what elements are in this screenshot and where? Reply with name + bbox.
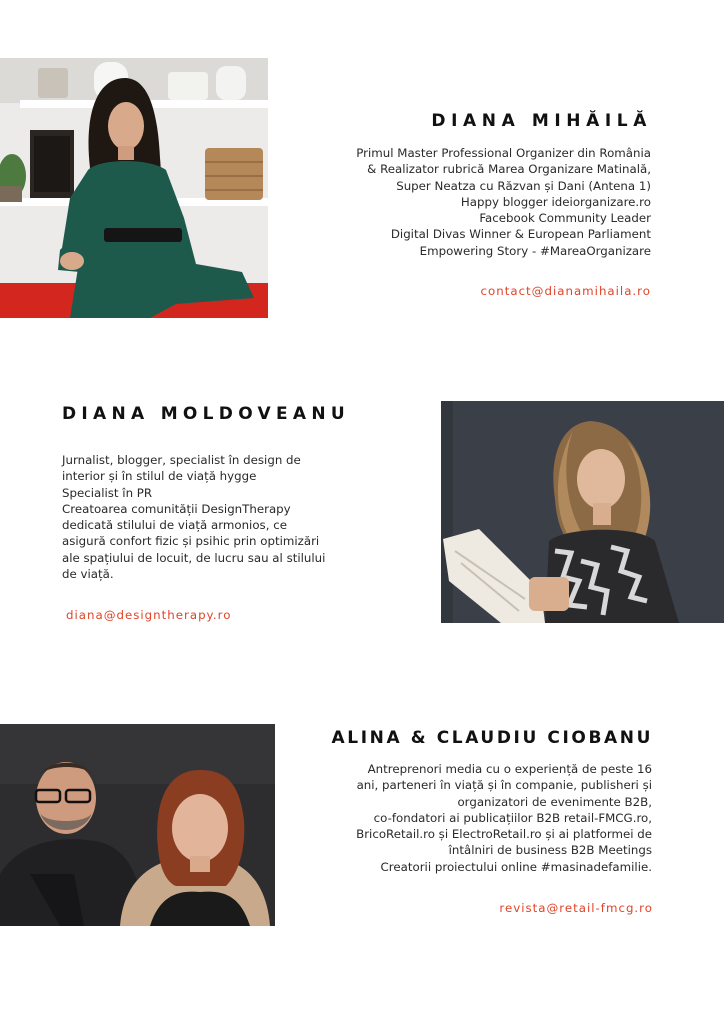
portrait-photo-diana-mihaila [0, 58, 268, 318]
profile-bio-alina-claudiu-ciobanu [300, 761, 652, 875]
bio-line: & Realizator rubrică Marea Organizare Matinală, [367, 162, 651, 177]
email-link-diana-mihaila[interactable]: contact@dianamihaila.ro [480, 284, 651, 298]
bio-line: Digital Divas Winner & European Parliament [390, 227, 651, 242]
bio-line: Creatoarea comunității DesignTherapy [62, 501, 291, 516]
profile-name-diana-mihaila: DIANA MIHĂILĂ [431, 111, 652, 131]
bio-line: Super Neatza cu Răzvan și Dani (Antena 1) [396, 178, 651, 193]
bio-line: BricoRetail.ro și ElectroRetail.ro și ai platformei de [356, 827, 652, 842]
profile-name-alina-claudiu-ciobanu: ALINA & CLAUDIU CIOBANU [331, 728, 653, 748]
bio-line: Facebook Community Leader [479, 211, 651, 226]
bio-line: Antreprenori media cu o experiență de peste 16 [367, 762, 652, 776]
bio-line: întâlniri de business B2B Meetings [448, 843, 652, 858]
profile-bio-diana-moldoveanu [62, 452, 392, 582]
profile-name-diana-moldoveanu: DIANA MOLDOVEANU [62, 404, 350, 424]
portrait-photo-diana-moldoveanu [441, 401, 724, 623]
profile-bio-diana-mihaila [300, 145, 651, 259]
email-link-diana-moldoveanu[interactable]: diana@designtherapy.ro [66, 608, 232, 622]
bio-line: co-fondatori ai publicațiilor B2B retail-FMCG.ro, [373, 810, 652, 825]
email-link-alina-claudiu-ciobanu[interactable]: revista@retail-fmcg.ro [499, 901, 653, 915]
bio-line: dedicată stilului de viață armonios, ce [62, 518, 287, 533]
bio-line: asigură confort fizic și psihic prin optimizări [62, 534, 320, 549]
bio-line: Specialist în PR [62, 485, 153, 500]
bio-line: Empowering Story - #MareaOrganizare [419, 243, 651, 258]
bio-line: ale spațiului de locuit, de lucru sau al stilului [62, 550, 326, 565]
bio-line: organizatori de evenimente B2B, [457, 794, 652, 809]
bio-line: Primul Master Professional Organizer din România [356, 146, 651, 160]
portrait-photo-alina-claudiu-ciobanu [0, 724, 275, 926]
bio-line: Creatorii proiectului online #masinadefamilie. [380, 859, 652, 874]
bio-line: Happy blogger ideiorganizare.ro [460, 194, 651, 209]
bio-line: ani, parteneri în viață și în companie, publisheri și [356, 778, 652, 793]
bio-line: Jurnalist, blogger, specialist în design de [62, 453, 301, 467]
bio-line: interior și în stilul de viață hygge [62, 469, 257, 484]
bio-line: de viață. [62, 567, 114, 582]
